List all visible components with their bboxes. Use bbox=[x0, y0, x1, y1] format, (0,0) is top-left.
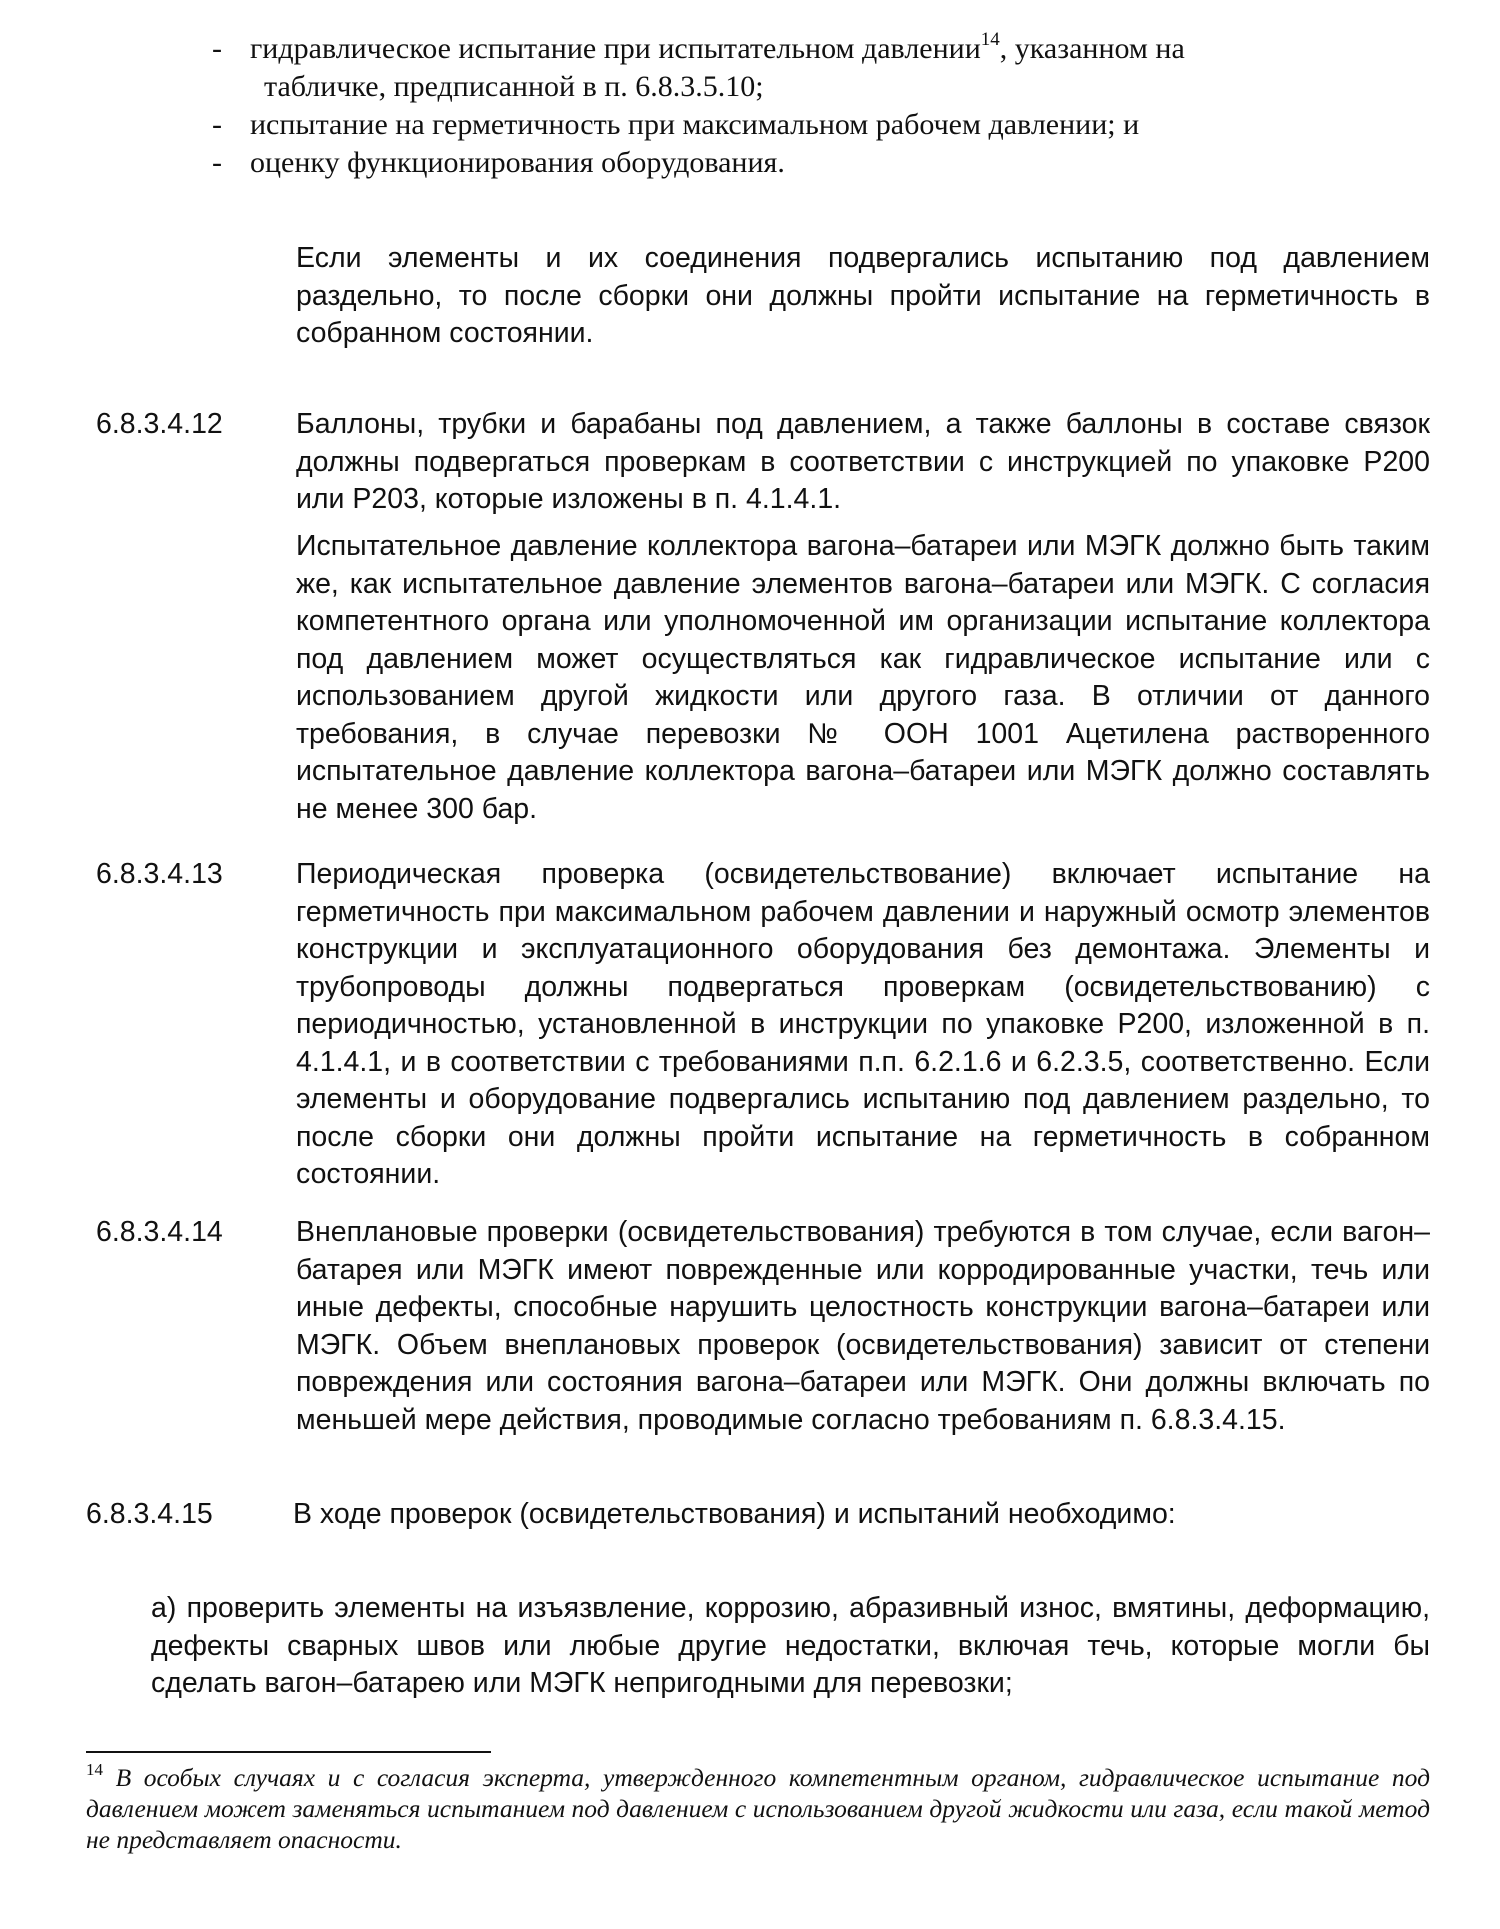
footnote-text: В особых случаях и с согласия эксперта, утвержденного компетентным органом, гидравлическое испытание под давлением может заменяться испытанием под давлением с использованием другой жидкости или газа, если такой метод не представляет опасности. bbox=[86, 1763, 1430, 1854]
list-item-text-end: , указанном на bbox=[999, 32, 1185, 65]
list-item-a: а) проверить элементы на изъязвление, коррозию, абразивный износ, вмятины, деформацию, дефекты сварных швов или любые другие недостатки, включая течь, которые могли бы сделать вагон–батарею или МЭГК непригодными для перевозки; bbox=[151, 1592, 1430, 1699]
section-number: 6.8.3.4.13 bbox=[96, 858, 223, 890]
bullet-dash: - bbox=[212, 32, 222, 65]
bullet-dash: - bbox=[212, 146, 222, 179]
list-item bbox=[212, 144, 1312, 182]
section-paragraph: Внеплановые проверки (освидетельствования) требуются в том случае, если вагон–батарея или МЭГК имеют поврежденные или корродированные участки, течь или иные дефекты, способные нарушить целостность конструкции вагона–батареи или МЭГК. Объем внеплановых проверок (освидетельствования) зависит от степени повреждения или состояния вагона–батареи или МЭГК. Они должны включать по меньшей мере действия, проводимые согласно требованиям п. 6.8.3.4.15. bbox=[296, 1216, 1430, 1436]
footnote-divider bbox=[86, 1751, 491, 1753]
section-number: 6.8.3.4.15 bbox=[86, 1498, 213, 1530]
list-item-text: гидравлическое испытание при испытательном давлении bbox=[250, 32, 981, 65]
section-paragraph: В ходе проверок (освидетельствования) и испытаний необходимо: bbox=[293, 1498, 1176, 1530]
bullet-list bbox=[212, 30, 1312, 182]
section-paragraph: Периодическая проверка (освидетельствование) включает испытание на герметичность при максимальном рабочем давлении и наружный осмотр элементов конструкции и эксплуатационного оборудования без демонтажа. Элементы и трубопроводы должны подвергаться проверкам (освидетельствованию) с периодичностью, установленной в инструкции по упаковке P200, изложенной в п. 4.1.4.1, и в соответствии с требованиями п.п. 6.2.1.6 и 6.2.3.5, соответственно. Если элементы и оборудование подвергались испытанию под давлением раздельно, то после сборки они должны пройти испытание на герметичность в собранном состоянии. bbox=[296, 858, 1430, 1190]
section-paragraph: Испытательное давление коллектора вагона–батареи или МЭГК должно быть таким же, как испытательное давление элементов вагона–батареи или МЭГК. С согласия компетентного органа или уполномоченной им организации испытание коллектора под давлением может осуществляться как гидравлическое испытание или с использованием другой жидкости или другого газа. В отличии от данного требования, в случае перевозки № ООН 1001 Ацетилена растворенного испытательное давление коллектора вагона–батареи или МЭГК должно составлять не менее 300 бар. bbox=[296, 530, 1430, 825]
section-number: 6.8.3.4.14 bbox=[96, 1216, 223, 1248]
section-paragraph: Баллоны, трубки и барабаны под давлением, а также баллоны в составе связок должны подвергаться проверкам в соответствии с инструкцией по упаковке P200 или P203, которые изложены в п. 4.1.4.1. bbox=[296, 408, 1430, 515]
list-item-text: испытание на герметичность при максимальном рабочем давлении; и bbox=[250, 108, 1140, 141]
footnote-mark: 14 bbox=[86, 1759, 103, 1779]
footnote bbox=[86, 1759, 1430, 1855]
footnote-reference: 14 bbox=[980, 29, 1000, 50]
list-item bbox=[212, 30, 1312, 106]
list-item-text: оценку функционирования оборудования. bbox=[250, 146, 785, 179]
list-item-continuation: табличке, предписанной в п. 6.8.3.5.10; bbox=[264, 70, 764, 103]
list-item bbox=[212, 106, 1312, 144]
bullet-dash: - bbox=[212, 108, 222, 141]
intro-paragraph: Если элементы и их соединения подвергались испытанию под давлением раздельно, то после сборки они должны пройти испытание на герметичность в собранном состоянии. bbox=[296, 242, 1430, 349]
section-number: 6.8.3.4.12 bbox=[96, 408, 223, 440]
